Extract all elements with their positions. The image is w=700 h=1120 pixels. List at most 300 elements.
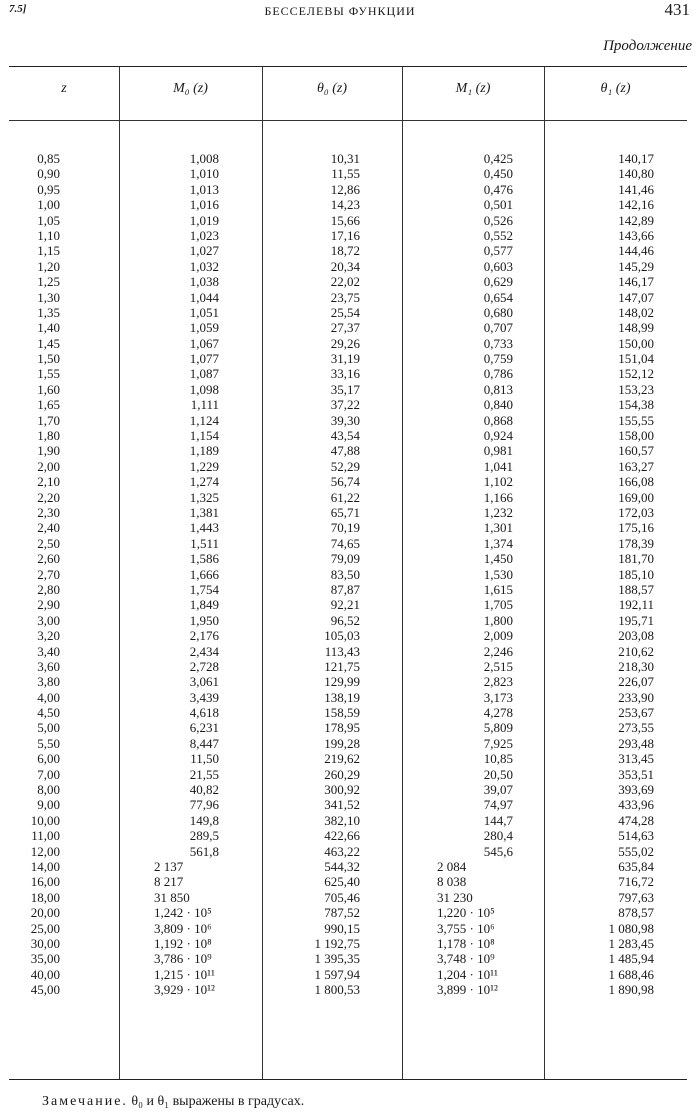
table-row [9, 166, 687, 181]
cell-m0: 561,8 [189, 843, 219, 859]
cell-theta1: 154,38 [618, 397, 654, 413]
cell-m1: 1,204 · 10¹¹ [437, 966, 498, 982]
cell-m0: 77,96 [189, 797, 219, 813]
cell-m0: 2,176 [189, 628, 219, 644]
cell-m0: 3,809 · 10⁶ [154, 920, 212, 936]
cell-m1: 1,232 [483, 504, 513, 520]
cell-m0: 1,098 [189, 381, 219, 397]
cell-theta1: 226,07 [618, 674, 654, 690]
cell-m0: 1,189 [189, 443, 219, 459]
cell-z: 6,00 [37, 751, 60, 767]
cell-m0: 3,786 · 10⁹ [154, 951, 212, 967]
table-row [9, 859, 687, 874]
table-row [9, 690, 687, 705]
cell-m1: 5,809 [483, 720, 513, 736]
cell-z: 25,00 [30, 920, 60, 936]
page-header-title: БЕССЕЛЕВЫ ФУНКЦИИ [264, 4, 416, 18]
section-number: 7.5] [9, 3, 27, 15]
table-row [9, 520, 687, 535]
cell-theta1: 878,57 [618, 905, 654, 921]
cell-z: 2,90 [37, 597, 60, 613]
column-header-z: z [61, 81, 67, 96]
column-header-m0: M₀ (z) [173, 81, 208, 96]
table-row [9, 597, 687, 612]
cell-m0: 1,077 [189, 351, 219, 367]
cell-m1: 1,166 [483, 489, 513, 505]
cell-theta0: 29,26 [330, 335, 360, 351]
cell-z: 2,60 [37, 551, 60, 567]
table-row [9, 720, 687, 735]
cell-theta0: 52,29 [330, 458, 360, 474]
cell-m1: 0,425 [483, 151, 513, 166]
cell-z: 3,80 [37, 674, 60, 690]
cell-z: 1,60 [37, 381, 60, 397]
cell-m0: 1,443 [189, 520, 219, 536]
header-separator [9, 120, 687, 121]
table-row [9, 397, 687, 412]
cell-z: 3,40 [37, 643, 60, 659]
cell-m1: 0,629 [483, 274, 513, 290]
cell-theta1: 253,67 [618, 705, 654, 721]
cell-theta1: 151,04 [618, 351, 654, 367]
cell-m0: 1,586 [189, 551, 219, 567]
cell-m0: 8 217 [154, 874, 184, 890]
cell-theta0: 17,16 [330, 227, 360, 243]
cell-theta1: 145,29 [618, 258, 654, 274]
cell-theta1: 203,08 [618, 628, 654, 644]
cell-m0: 1,754 [189, 581, 219, 597]
cell-z: 0,90 [37, 166, 60, 182]
cell-m1: 1,530 [483, 566, 513, 582]
cell-m1: 0,840 [483, 397, 513, 413]
table-row [9, 351, 687, 366]
cell-theta0: 27,37 [330, 320, 360, 336]
cell-theta1: 141,46 [618, 181, 654, 197]
cell-m0: 1,154 [189, 428, 219, 444]
cell-theta0: 11,55 [331, 166, 360, 182]
cell-z: 3,00 [37, 612, 60, 628]
table-row [9, 674, 687, 689]
cell-theta0: 39,30 [330, 412, 360, 428]
cell-m1: 39,07 [483, 782, 513, 798]
cell-theta0: 341,52 [324, 797, 360, 813]
cell-theta1: 433,96 [618, 797, 654, 813]
cell-z: 2,80 [37, 581, 60, 597]
cell-theta0: 138,19 [324, 689, 360, 705]
table-row [9, 890, 687, 905]
cell-z: 1,55 [37, 366, 60, 382]
cell-theta1: 293,48 [618, 735, 654, 751]
cell-theta0: 15,66 [330, 212, 360, 228]
cell-m0: 1,666 [189, 566, 219, 582]
cell-m1: 1,178 · 10⁸ [437, 935, 495, 951]
table-row [9, 567, 687, 582]
cell-theta0: 158,59 [324, 705, 360, 721]
cell-theta1: 163,27 [618, 458, 654, 474]
cell-m1: 31 230 [437, 889, 473, 905]
cell-z: 0,95 [37, 181, 60, 197]
cell-m1: 1,374 [483, 535, 513, 551]
cell-z: 1,35 [37, 304, 60, 320]
cell-theta1: 146,17 [618, 274, 654, 290]
cell-m0: 149,8 [189, 812, 219, 828]
cell-theta1: 1 688,46 [608, 966, 654, 982]
cell-z: 20,00 [30, 905, 60, 921]
table-note [42, 1094, 304, 1110]
cell-m1: 2 084 [437, 858, 467, 874]
cell-theta0: 382,10 [324, 812, 360, 828]
cell-theta0: 129,99 [324, 674, 360, 690]
cell-m0: 1,019 [189, 212, 219, 228]
cell-m1: 0,654 [483, 289, 513, 305]
cell-z: 45,00 [30, 982, 60, 998]
cell-z: 7,00 [37, 766, 60, 782]
cell-m0: 1,229 [189, 458, 219, 474]
cell-z: 1,70 [37, 412, 60, 428]
cell-theta0: 25,54 [330, 304, 360, 320]
cell-z: 1,10 [37, 227, 60, 243]
table-row [9, 197, 687, 212]
cell-theta0: 1 192,75 [314, 935, 360, 951]
cell-m1: 0,680 [483, 304, 513, 320]
table-row [9, 736, 687, 751]
cell-theta1: 143,66 [618, 227, 654, 243]
cell-z: 5,00 [37, 720, 60, 736]
table-body [9, 151, 687, 997]
cell-m0: 1,038 [189, 274, 219, 290]
cell-theta0: 990,15 [324, 920, 360, 936]
table-row [9, 505, 687, 520]
cell-m1: 0,476 [483, 181, 513, 197]
cell-m1: 0,603 [483, 258, 513, 274]
cell-theta0: 96,52 [330, 612, 360, 628]
table-row [9, 828, 687, 843]
table-row [9, 813, 687, 828]
cell-m0: 31 850 [154, 889, 190, 905]
cell-m0: 3,061 [189, 674, 219, 690]
cell-theta1: 514,63 [618, 828, 654, 844]
cell-theta0: 12,86 [330, 181, 360, 197]
table-row [9, 628, 687, 643]
table-row [9, 305, 687, 320]
cell-z: 1,50 [37, 351, 60, 367]
cell-theta1: 218,30 [618, 658, 654, 674]
cell-theta0: 87,87 [330, 581, 360, 597]
cell-m0: 1,067 [189, 335, 219, 351]
cell-theta0: 787,52 [324, 905, 360, 921]
cell-theta0: 1 800,53 [314, 982, 360, 998]
cell-theta1: 1 485,94 [608, 951, 654, 967]
cell-theta1: 181,70 [618, 551, 654, 567]
cell-m0: 2,434 [189, 643, 219, 659]
cell-z: 1,90 [37, 443, 60, 459]
cell-theta0: 23,75 [330, 289, 360, 305]
cell-m0: 1,044 [189, 289, 219, 305]
cell-z: 1,80 [37, 428, 60, 444]
cell-theta0: 10,31 [330, 151, 360, 166]
cell-m0: 1,242 · 10⁵ [154, 905, 212, 921]
cell-theta1: 169,00 [618, 489, 654, 505]
cell-m0: 1,215 · 10¹¹ [154, 966, 215, 982]
cell-theta1: 150,00 [618, 335, 654, 351]
column-header-theta1: θ₁ (z) [600, 81, 631, 96]
cell-z: 40,00 [30, 966, 60, 982]
cell-theta1: 147,07 [618, 289, 654, 305]
cell-z: 3,20 [37, 628, 60, 644]
cell-m0: 11,50 [190, 751, 219, 767]
table-row [9, 982, 687, 997]
cell-m1: 0,577 [483, 243, 513, 259]
cell-theta0: 35,17 [330, 381, 360, 397]
cell-theta0: 14,23 [330, 197, 360, 213]
cell-m0: 1,023 [189, 227, 219, 243]
note-text: θ₀ и θ₁ выражены в градусах. [131, 1094, 305, 1109]
cell-m0: 1,511 [190, 535, 219, 551]
table-row [9, 536, 687, 551]
cell-z: 30,00 [30, 935, 60, 951]
table-row [9, 259, 687, 274]
cell-m1: 0,707 [483, 320, 513, 336]
cell-m1: 545,6 [483, 843, 513, 859]
table-row [9, 751, 687, 766]
cell-theta1: 313,45 [618, 751, 654, 767]
cell-theta0: 1 395,35 [314, 951, 360, 967]
cell-theta0: 33,16 [330, 366, 360, 382]
cell-z: 1,40 [37, 320, 60, 336]
cell-m1: 0,759 [483, 351, 513, 367]
cell-m1: 0,501 [483, 197, 513, 213]
cell-m1: 0,450 [483, 166, 513, 182]
cell-m0: 2 137 [154, 858, 184, 874]
cell-m1: 0,786 [483, 366, 513, 382]
cell-m0: 1,059 [189, 320, 219, 336]
cell-m0: 289,5 [189, 828, 219, 844]
cell-m1: 1,220 · 10⁵ [437, 905, 495, 921]
cell-m1: 1,705 [483, 597, 513, 613]
table-row [9, 905, 687, 920]
cell-theta0: 92,21 [330, 597, 360, 613]
cell-theta0: 422,66 [324, 828, 360, 844]
cell-theta0: 18,72 [330, 243, 360, 259]
cell-m0: 2,728 [189, 658, 219, 674]
cell-theta1: 166,08 [618, 474, 654, 490]
table-row [9, 967, 687, 982]
cell-m0: 6,231 [189, 720, 219, 736]
cell-theta1: 140,17 [618, 151, 654, 166]
cell-m1: 3,755 · 10⁶ [437, 920, 495, 936]
cell-m0: 1,124 [189, 412, 219, 428]
cell-theta1: 555,02 [618, 843, 654, 859]
table-row [9, 459, 687, 474]
cell-z: 1,65 [37, 397, 60, 413]
cell-m0: 1,016 [189, 197, 219, 213]
cell-theta0: 79,09 [330, 551, 360, 567]
cell-z: 1,05 [37, 212, 60, 228]
table-row [9, 243, 687, 258]
cell-z: 2,70 [37, 566, 60, 582]
table-row [9, 428, 687, 443]
table-row [9, 274, 687, 289]
table-row [9, 320, 687, 335]
cell-theta1: 148,02 [618, 304, 654, 320]
cell-theta0: 20,34 [330, 258, 360, 274]
cell-z: 5,50 [37, 735, 60, 751]
table-row [9, 782, 687, 797]
page-number: 431 [664, 0, 690, 19]
cell-z: 4,00 [37, 689, 60, 705]
cell-m0: 1,087 [189, 366, 219, 382]
cell-z: 1,20 [37, 258, 60, 274]
note-label: Замечание. [42, 1094, 128, 1109]
cell-z: 1,15 [37, 243, 60, 259]
cell-theta0: 37,22 [330, 397, 360, 413]
cell-m1: 7,925 [483, 735, 513, 751]
cell-m1: 3,748 · 10⁹ [437, 951, 495, 967]
cell-theta0: 121,75 [324, 658, 360, 674]
cell-m1: 280,4 [483, 828, 513, 844]
cell-z: 12,00 [30, 843, 60, 859]
table-row [9, 767, 687, 782]
cell-m1: 2,515 [483, 658, 513, 674]
cell-theta0: 260,29 [324, 766, 360, 782]
cell-m0: 8,447 [189, 735, 219, 751]
cell-z: 35,00 [30, 951, 60, 967]
cell-theta1: 474,28 [618, 812, 654, 828]
cell-theta0: 544,32 [324, 858, 360, 874]
cell-theta1: 175,16 [618, 520, 654, 536]
cell-theta0: 105,03 [324, 628, 360, 644]
cell-m1: 0,526 [483, 212, 513, 228]
table-row [9, 213, 687, 228]
cell-theta0: 113,43 [324, 643, 360, 659]
cell-m1: 0,981 [483, 443, 513, 459]
cell-theta0: 56,74 [330, 474, 360, 490]
bessel-table [9, 66, 687, 1080]
cell-theta0: 463,22 [324, 843, 360, 859]
table-row [9, 797, 687, 812]
cell-z: 18,00 [30, 889, 60, 905]
table-row [9, 613, 687, 628]
cell-m0: 1,192 · 10⁸ [154, 935, 212, 951]
continuation-label: Продолжение [603, 38, 692, 54]
table-row [9, 382, 687, 397]
cell-m1: 2,009 [483, 628, 513, 644]
cell-theta0: 199,28 [324, 735, 360, 751]
cell-theta1: 188,57 [618, 581, 654, 597]
table-row [9, 659, 687, 674]
cell-z: 10,00 [30, 812, 60, 828]
cell-m1: 2,823 [483, 674, 513, 690]
cell-theta1: 210,62 [618, 643, 654, 659]
cell-m0: 40,82 [189, 782, 219, 798]
cell-theta0: 31,19 [330, 351, 360, 367]
cell-theta1: 797,63 [618, 889, 654, 905]
table-row [9, 366, 687, 381]
cell-theta1: 142,89 [618, 212, 654, 228]
table-row [9, 336, 687, 351]
cell-z: 8,00 [37, 782, 60, 798]
cell-m0: 1,010 [189, 166, 219, 182]
table-row [9, 582, 687, 597]
cell-z: 11,00 [31, 828, 60, 844]
cell-m0: 1,849 [189, 597, 219, 613]
cell-m1: 1,615 [483, 581, 513, 597]
column-header-theta0: θ₀ (z) [316, 81, 348, 96]
cell-m0: 1,008 [189, 151, 219, 166]
cell-m0: 21,55 [189, 766, 219, 782]
table-row [9, 413, 687, 428]
cell-theta0: 300,92 [324, 782, 360, 798]
cell-z: 1,00 [37, 197, 60, 213]
cell-theta1: 716,72 [618, 874, 654, 890]
cell-z: 2,30 [37, 504, 60, 520]
cell-m0: 1,032 [189, 258, 219, 274]
cell-m1: 1,102 [483, 474, 513, 490]
cell-z: 2,20 [37, 489, 60, 505]
cell-z: 14,00 [30, 858, 60, 874]
cell-z: 4,50 [37, 705, 60, 721]
cell-theta0: 43,54 [330, 428, 360, 444]
cell-theta1: 353,51 [618, 766, 654, 782]
cell-m0: 1,051 [189, 304, 219, 320]
cell-theta0: 705,46 [324, 889, 360, 905]
table-row [9, 551, 687, 566]
cell-theta1: 152,12 [618, 366, 654, 382]
cell-theta0: 625,40 [324, 874, 360, 890]
table-row [9, 151, 687, 166]
cell-m1: 3,173 [483, 689, 513, 705]
cell-m0: 4,618 [189, 705, 219, 721]
cell-theta0: 74,65 [330, 535, 360, 551]
cell-z: 2,00 [37, 458, 60, 474]
cell-theta0: 22,02 [330, 274, 360, 290]
column-header-m1: M₁ (z) [455, 81, 491, 96]
table-row [9, 290, 687, 305]
cell-theta1: 172,03 [618, 504, 654, 520]
cell-m1: 0,813 [483, 381, 513, 397]
cell-m1: 1,301 [483, 520, 513, 536]
cell-theta0: 65,71 [330, 504, 360, 520]
cell-m1: 0,733 [483, 335, 513, 351]
cell-m1: 1,041 [483, 458, 513, 474]
table-row [9, 644, 687, 659]
cell-z: 2,40 [37, 520, 60, 536]
cell-m0: 1,027 [189, 243, 219, 259]
cell-theta1: 140,80 [618, 166, 654, 182]
cell-m0: 3,439 [189, 689, 219, 705]
cell-m0: 1,325 [189, 489, 219, 505]
cell-theta0: 47,88 [330, 443, 360, 459]
cell-m1: 0,552 [483, 227, 513, 243]
cell-theta1: 393,69 [618, 782, 654, 798]
cell-theta1: 160,57 [618, 443, 654, 459]
cell-z: 1,30 [37, 289, 60, 305]
cell-m1: 74,97 [483, 797, 513, 813]
table-row [9, 443, 687, 458]
cell-theta1: 1 890,98 [608, 982, 654, 998]
cell-theta1: 148,99 [618, 320, 654, 336]
cell-theta1: 635,84 [618, 858, 654, 874]
cell-z: 1,25 [37, 274, 60, 290]
table-row [9, 921, 687, 936]
cell-z: 9,00 [37, 797, 60, 813]
cell-theta1: 1 080,98 [608, 920, 654, 936]
cell-m0: 1,381 [189, 504, 219, 520]
cell-theta1: 195,71 [618, 612, 654, 628]
table-row [9, 874, 687, 889]
table-row [9, 844, 687, 859]
cell-m0: 1,013 [189, 181, 219, 197]
